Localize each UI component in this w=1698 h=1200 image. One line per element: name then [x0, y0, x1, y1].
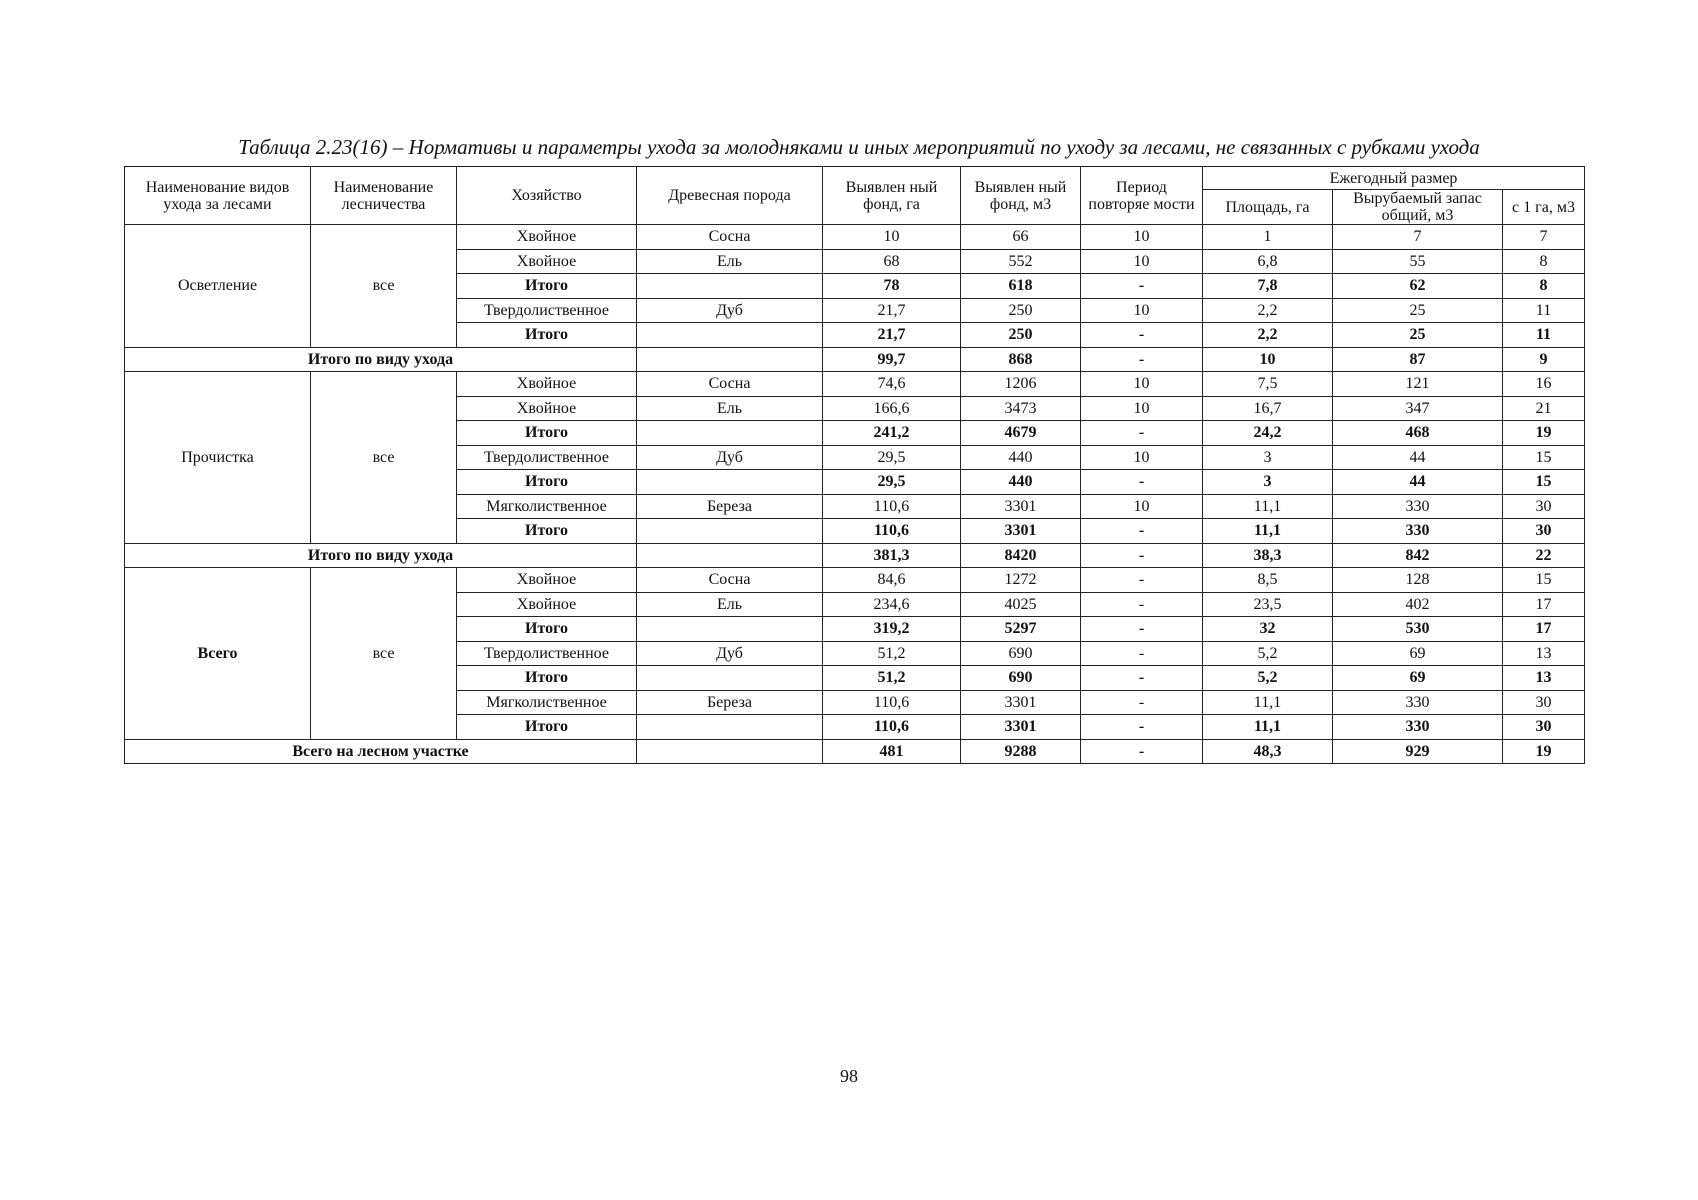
per-ha-cell: 13	[1503, 666, 1585, 691]
area-cell: 3	[1203, 470, 1333, 495]
header-poroda: Древесная порода	[637, 167, 823, 225]
stock-cell: 121	[1333, 372, 1503, 397]
stock-cell: 128	[1333, 568, 1503, 593]
poroda-cell	[637, 617, 823, 642]
header-stock: Вырубаемый запас общий, м3	[1333, 190, 1503, 225]
total-label-cell: Итого по виду ухода	[125, 347, 637, 372]
fond-m3-cell: 552	[961, 249, 1081, 274]
area-cell: 10	[1203, 347, 1333, 372]
poroda-cell: Сосна	[637, 225, 823, 250]
care-type-cell: Осветление	[125, 225, 311, 348]
table-row	[125, 372, 1585, 397]
group-total-row	[125, 347, 1585, 372]
poroda-cell: Сосна	[637, 568, 823, 593]
fond-m3-cell: 4025	[961, 592, 1081, 617]
period-cell: -	[1081, 641, 1203, 666]
care-type-cell: Прочистка	[125, 372, 311, 544]
area-cell: 5,2	[1203, 666, 1333, 691]
care-type-cell: Всего	[125, 568, 311, 740]
period-cell: -	[1081, 347, 1203, 372]
period-cell: -	[1081, 470, 1203, 495]
lesnichestvo-cell: все	[311, 225, 457, 348]
fond-m3-cell: 868	[961, 347, 1081, 372]
stock-cell: 69	[1333, 641, 1503, 666]
period-cell: -	[1081, 323, 1203, 348]
period-cell: -	[1081, 715, 1203, 740]
stock-cell: 7	[1333, 225, 1503, 250]
fond-ga-cell: 21,7	[823, 298, 961, 323]
period-cell: 10	[1081, 494, 1203, 519]
fond-ga-cell: 29,5	[823, 445, 961, 470]
per-ha-cell: 21	[1503, 396, 1585, 421]
stock-cell: 929	[1333, 739, 1503, 764]
hozyaystvo-cell: Хвойное	[457, 592, 637, 617]
poroda-cell	[637, 274, 823, 299]
fond-m3-cell: 66	[961, 225, 1081, 250]
area-cell: 32	[1203, 617, 1333, 642]
stock-cell: 69	[1333, 666, 1503, 691]
header-per-ha: с 1 га, м3	[1503, 190, 1585, 225]
fond-m3-cell: 250	[961, 323, 1081, 348]
period-cell: 10	[1081, 445, 1203, 470]
poroda-cell: Сосна	[637, 372, 823, 397]
area-cell: 6,8	[1203, 249, 1333, 274]
header-hozyaystvo: Хозяйство	[457, 167, 637, 225]
per-ha-cell: 15	[1503, 445, 1585, 470]
header-area: Площадь, га	[1203, 190, 1333, 225]
hozyaystvo-cell: Мягколиственное	[457, 494, 637, 519]
stock-cell: 87	[1333, 347, 1503, 372]
stock-cell: 842	[1333, 543, 1503, 568]
period-cell: -	[1081, 592, 1203, 617]
stock-cell: 330	[1333, 494, 1503, 519]
area-cell: 48,3	[1203, 739, 1333, 764]
hozyaystvo-cell: Итого	[457, 274, 637, 299]
area-cell: 23,5	[1203, 592, 1333, 617]
fond-ga-cell: 99,7	[823, 347, 961, 372]
fond-m3-cell: 8420	[961, 543, 1081, 568]
area-cell: 2,2	[1203, 298, 1333, 323]
area-cell: 5,2	[1203, 641, 1333, 666]
stock-cell: 330	[1333, 715, 1503, 740]
fond-ga-cell: 166,6	[823, 396, 961, 421]
stock-cell: 25	[1333, 323, 1503, 348]
hozyaystvo-cell: Хвойное	[457, 568, 637, 593]
period-cell: -	[1081, 739, 1203, 764]
stock-cell: 62	[1333, 274, 1503, 299]
fond-m3-cell: 1206	[961, 372, 1081, 397]
fond-m3-cell: 3473	[961, 396, 1081, 421]
lesnichestvo-cell: все	[311, 372, 457, 544]
per-ha-cell: 19	[1503, 421, 1585, 446]
fond-ga-cell: 10	[823, 225, 961, 250]
hozyaystvo-cell: Итого	[457, 421, 637, 446]
total-label-cell: Всего на лесном участке	[125, 739, 637, 764]
fond-ga-cell: 241,2	[823, 421, 961, 446]
fond-m3-cell: 618	[961, 274, 1081, 299]
per-ha-cell: 15	[1503, 470, 1585, 495]
header-lesnichestvo: Наименование лесничества	[311, 167, 457, 225]
stock-cell: 330	[1333, 690, 1503, 715]
area-cell: 1	[1203, 225, 1333, 250]
hozyaystvo-cell: Итого	[457, 617, 637, 642]
hozyaystvo-cell: Хвойное	[457, 396, 637, 421]
lesnichestvo-cell: все	[311, 568, 457, 740]
stock-cell: 402	[1333, 592, 1503, 617]
per-ha-cell: 15	[1503, 568, 1585, 593]
period-cell: 10	[1081, 298, 1203, 323]
per-ha-cell: 17	[1503, 617, 1585, 642]
poroda-cell	[637, 421, 823, 446]
area-cell: 11,1	[1203, 519, 1333, 544]
poroda-cell	[637, 666, 823, 691]
fond-ga-cell: 381,3	[823, 543, 961, 568]
hozyaystvo-cell: Хвойное	[457, 372, 637, 397]
fond-m3-cell: 3301	[961, 715, 1081, 740]
fond-ga-cell: 51,2	[823, 666, 961, 691]
period-cell: -	[1081, 274, 1203, 299]
area-cell: 16,7	[1203, 396, 1333, 421]
fond-ga-cell: 68	[823, 249, 961, 274]
per-ha-cell: 9	[1503, 347, 1585, 372]
forest-care-table	[124, 166, 1585, 764]
hozyaystvo-cell: Итого	[457, 715, 637, 740]
fond-ga-cell: 51,2	[823, 641, 961, 666]
fond-m3-cell: 4679	[961, 421, 1081, 446]
area-cell: 8,5	[1203, 568, 1333, 593]
group-total-row	[125, 739, 1585, 764]
page-number: 98	[840, 1066, 858, 1086]
hozyaystvo-cell: Итого	[457, 470, 637, 495]
hozyaystvo-cell: Итого	[457, 323, 637, 348]
hozyaystvo-cell: Твердолиственное	[457, 445, 637, 470]
fond-ga-cell: 110,6	[823, 494, 961, 519]
poroda-cell: Ель	[637, 396, 823, 421]
hozyaystvo-cell: Хвойное	[457, 249, 637, 274]
period-cell: 10	[1081, 396, 1203, 421]
area-cell: 24,2	[1203, 421, 1333, 446]
per-ha-cell: 8	[1503, 249, 1585, 274]
per-ha-cell: 8	[1503, 274, 1585, 299]
area-cell: 7,5	[1203, 372, 1333, 397]
period-cell: 10	[1081, 372, 1203, 397]
fond-m3-cell: 5297	[961, 617, 1081, 642]
fond-m3-cell: 1272	[961, 568, 1081, 593]
stock-cell: 347	[1333, 396, 1503, 421]
fond-ga-cell: 29,5	[823, 470, 961, 495]
stock-cell: 25	[1333, 298, 1503, 323]
fond-m3-cell: 3301	[961, 519, 1081, 544]
hozyaystvo-cell: Твердолиственное	[457, 298, 637, 323]
area-cell: 38,3	[1203, 543, 1333, 568]
area-cell: 2,2	[1203, 323, 1333, 348]
period-cell: -	[1081, 568, 1203, 593]
per-ha-cell: 11	[1503, 298, 1585, 323]
area-cell: 3	[1203, 445, 1333, 470]
area-cell: 11,1	[1203, 690, 1333, 715]
period-cell: -	[1081, 690, 1203, 715]
fond-ga-cell: 78	[823, 274, 961, 299]
header-vid: Наименование видов ухода за лесами	[125, 167, 311, 225]
header-period: Период повторяе мости	[1081, 167, 1203, 225]
period-cell: 10	[1081, 249, 1203, 274]
per-ha-cell: 16	[1503, 372, 1585, 397]
period-cell: -	[1081, 617, 1203, 642]
fond-m3-cell: 3301	[961, 494, 1081, 519]
poroda-cell	[637, 470, 823, 495]
fond-ga-cell: 110,6	[823, 519, 961, 544]
header-annual: Ежегодный размер	[1203, 167, 1585, 190]
period-cell: -	[1081, 421, 1203, 446]
fond-m3-cell: 690	[961, 666, 1081, 691]
hozyaystvo-cell: Мягколиственное	[457, 690, 637, 715]
poroda-cell: Ель	[637, 249, 823, 274]
table-header	[125, 167, 1585, 225]
fond-ga-cell: 319,2	[823, 617, 961, 642]
header-fond-m3: Выявлен ный фонд, м3	[961, 167, 1081, 225]
per-ha-cell: 30	[1503, 715, 1585, 740]
per-ha-cell: 13	[1503, 641, 1585, 666]
table-row	[125, 568, 1585, 593]
period-cell: -	[1081, 519, 1203, 544]
fond-m3-cell: 690	[961, 641, 1081, 666]
stock-cell: 55	[1333, 249, 1503, 274]
per-ha-cell: 17	[1503, 592, 1585, 617]
total-label-cell: Итого по виду ухода	[125, 543, 637, 568]
fond-ga-cell: 84,6	[823, 568, 961, 593]
stock-cell: 330	[1333, 519, 1503, 544]
fond-ga-cell: 481	[823, 739, 961, 764]
stock-cell: 44	[1333, 470, 1503, 495]
per-ha-cell: 30	[1503, 494, 1585, 519]
poroda-cell: Дуб	[637, 641, 823, 666]
hozyaystvo-cell: Итого	[457, 666, 637, 691]
fond-m3-cell: 250	[961, 298, 1081, 323]
area-cell: 11,1	[1203, 494, 1333, 519]
empty-cell	[637, 543, 823, 568]
stock-cell: 530	[1333, 617, 1503, 642]
poroda-cell	[637, 519, 823, 544]
fond-ga-cell: 234,6	[823, 592, 961, 617]
table-caption: Таблица 2.23(16) – Нормативы и параметры ухода за молодняками и иных мероприятий по уходу за лесами, не связанных с рубками ухода	[238, 135, 1480, 159]
poroda-cell: Дуб	[637, 298, 823, 323]
area-cell: 11,1	[1203, 715, 1333, 740]
period-cell: 10	[1081, 225, 1203, 250]
per-ha-cell: 22	[1503, 543, 1585, 568]
stock-cell: 468	[1333, 421, 1503, 446]
area-cell: 7,8	[1203, 274, 1333, 299]
stock-cell: 44	[1333, 445, 1503, 470]
poroda-cell: Дуб	[637, 445, 823, 470]
hozyaystvo-cell: Итого	[457, 519, 637, 544]
fond-m3-cell: 440	[961, 470, 1081, 495]
per-ha-cell: 30	[1503, 690, 1585, 715]
empty-cell	[637, 739, 823, 764]
poroda-cell: Береза	[637, 494, 823, 519]
fond-m3-cell: 9288	[961, 739, 1081, 764]
fond-m3-cell: 440	[961, 445, 1081, 470]
per-ha-cell: 7	[1503, 225, 1585, 250]
group-total-row	[125, 543, 1585, 568]
period-cell: -	[1081, 666, 1203, 691]
per-ha-cell: 19	[1503, 739, 1585, 764]
fond-m3-cell: 3301	[961, 690, 1081, 715]
poroda-cell: Ель	[637, 592, 823, 617]
fond-ga-cell: 110,6	[823, 690, 961, 715]
empty-cell	[637, 347, 823, 372]
per-ha-cell: 11	[1503, 323, 1585, 348]
fond-ga-cell: 110,6	[823, 715, 961, 740]
per-ha-cell: 30	[1503, 519, 1585, 544]
hozyaystvo-cell: Твердолиственное	[457, 641, 637, 666]
poroda-cell: Береза	[637, 690, 823, 715]
table-body	[125, 225, 1585, 764]
fond-ga-cell: 21,7	[823, 323, 961, 348]
poroda-cell	[637, 323, 823, 348]
table-row	[125, 225, 1585, 250]
poroda-cell	[637, 715, 823, 740]
hozyaystvo-cell: Хвойное	[457, 225, 637, 250]
period-cell: -	[1081, 543, 1203, 568]
fond-ga-cell: 74,6	[823, 372, 961, 397]
header-fond-ga: Выявлен ный фонд, га	[823, 167, 961, 225]
